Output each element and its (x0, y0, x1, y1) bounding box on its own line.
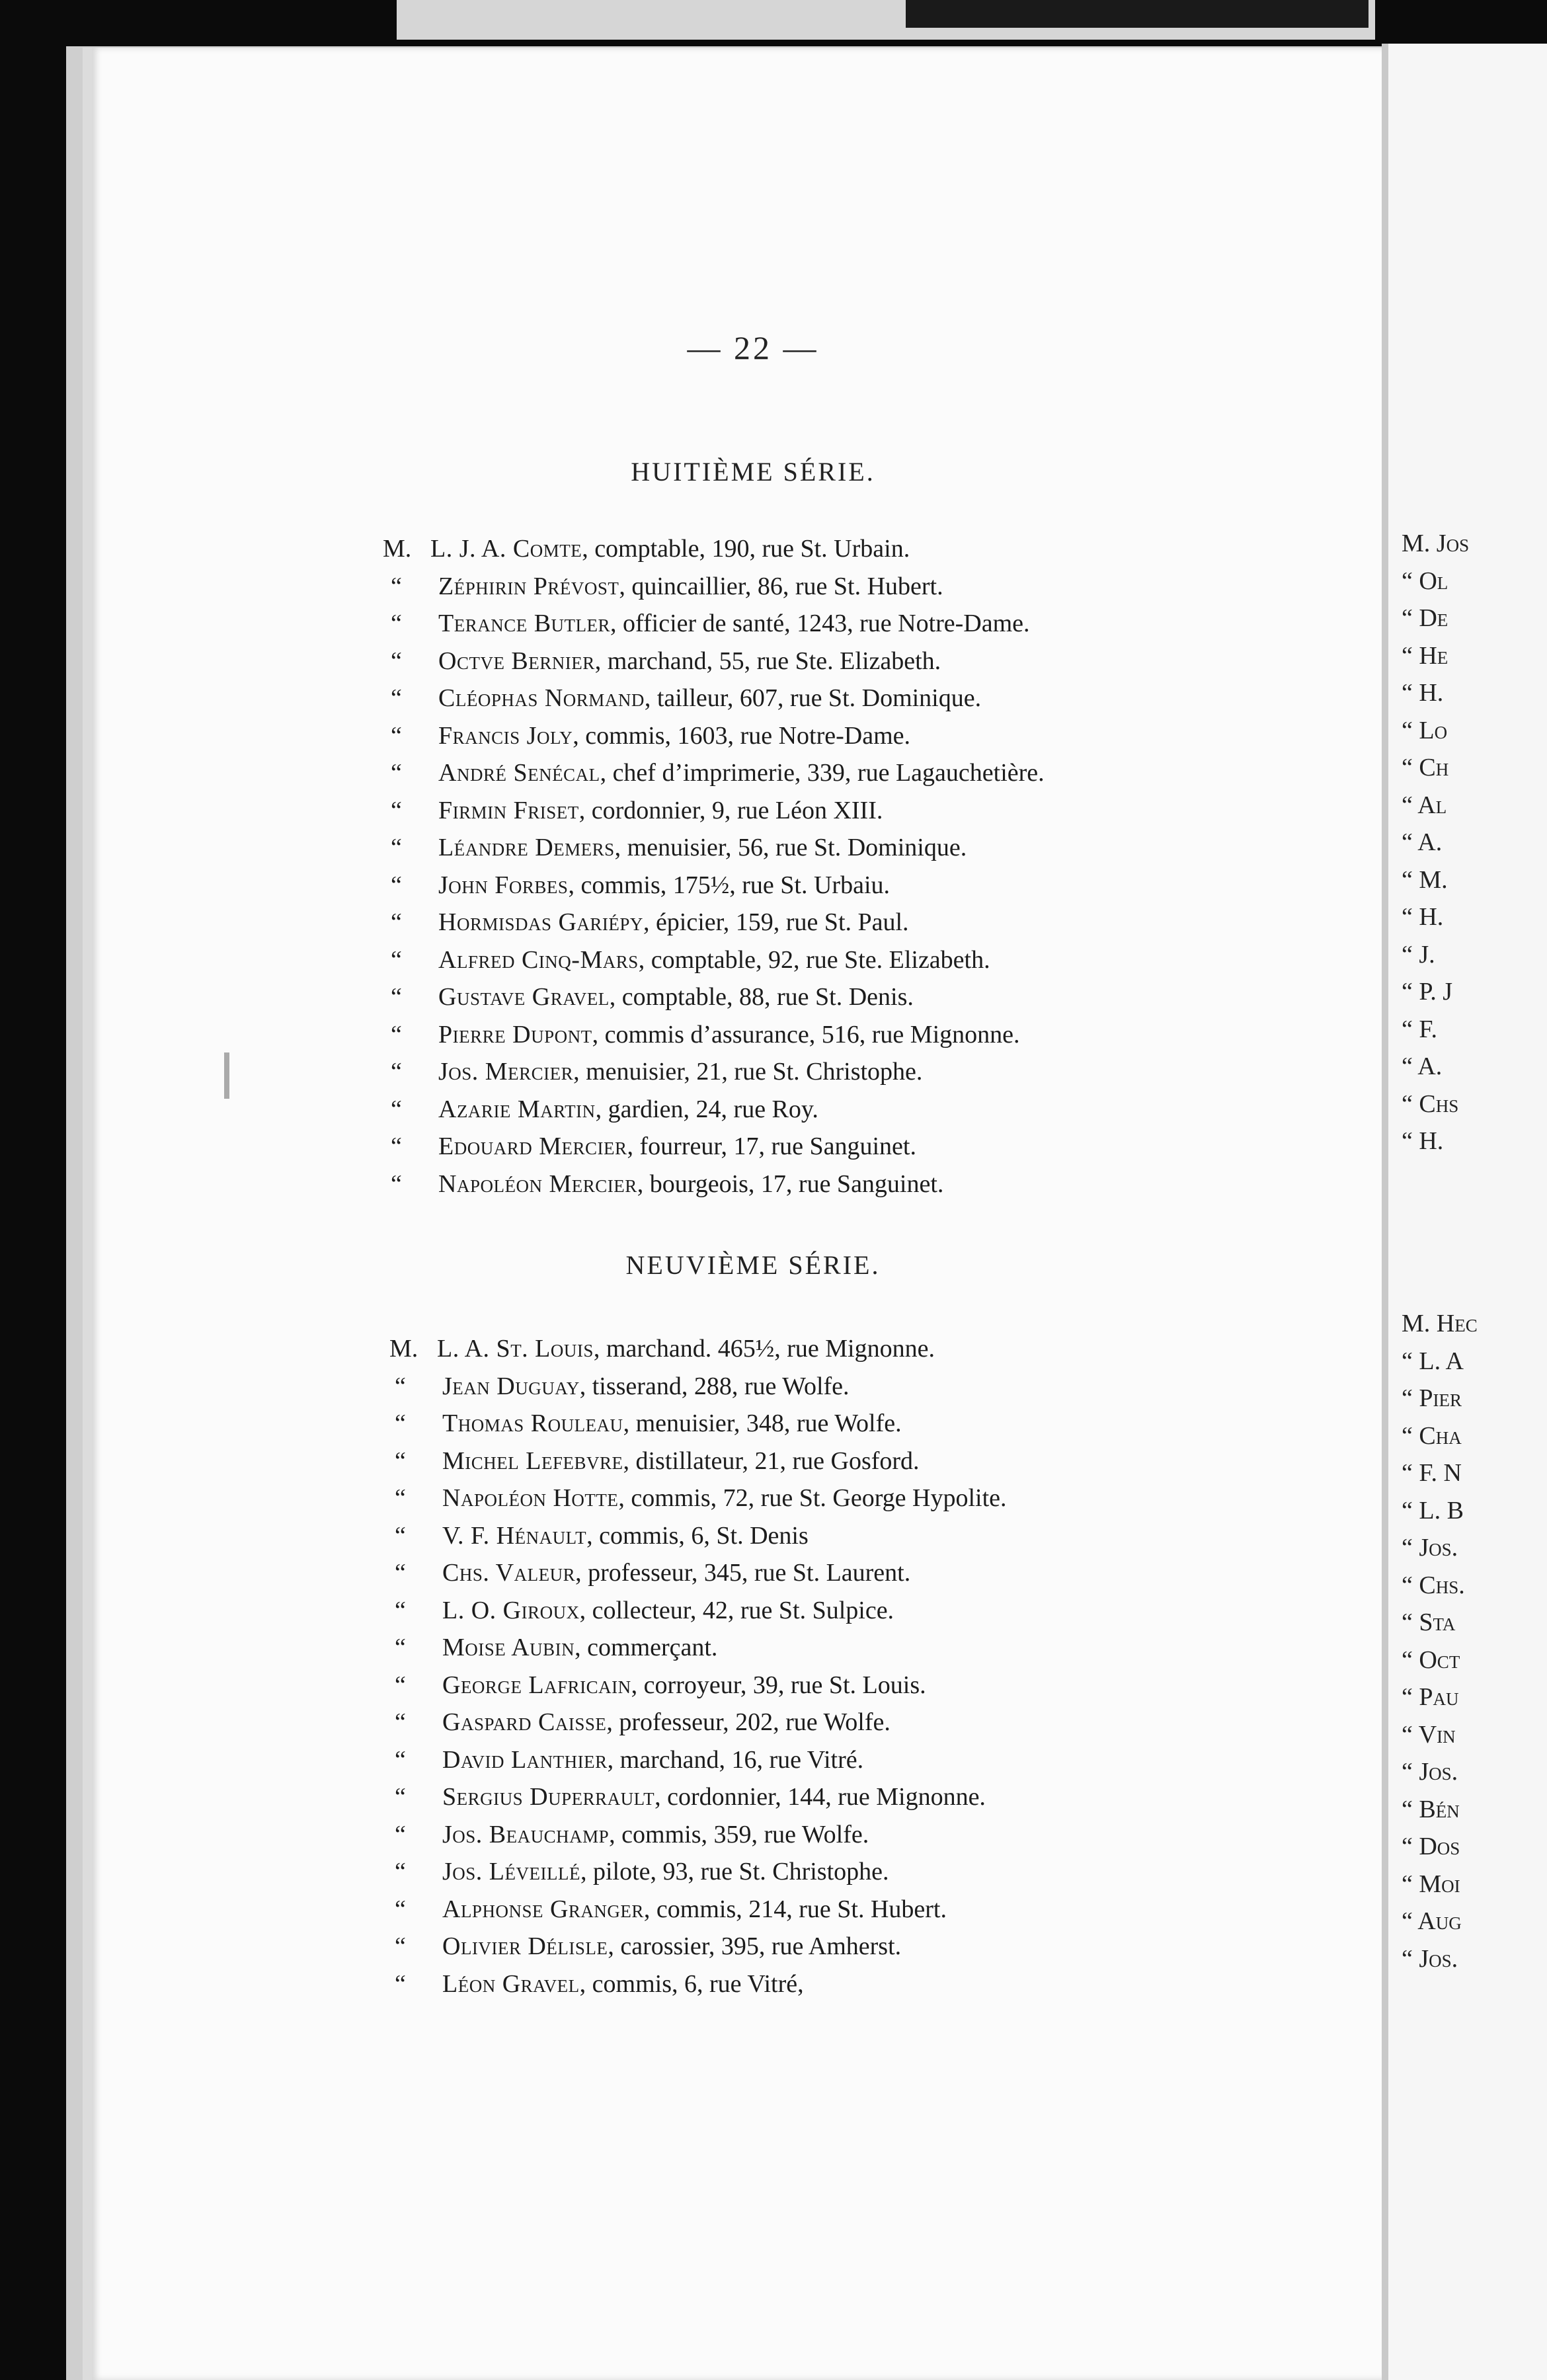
list-item (92, 867, 1414, 904)
entry-name: L. O. Giroux (442, 1596, 580, 1624)
entry-name: Jean Duguay (442, 1372, 580, 1400)
list-item (92, 568, 1414, 606)
list-item (92, 1928, 1414, 1965)
entry-detail: , corroyeur, 39, rue St. Louis. (631, 1671, 926, 1699)
entry-detail: , commis, 359, rue Wolfe. (609, 1820, 869, 1848)
adjacent-page-fragment: “ H. (1402, 903, 1444, 931)
entry-prefix: “ (391, 1058, 402, 1086)
entry-detail: , marchand, 16, rue Vitré. (607, 1745, 864, 1774)
adjacent-page-fragment: “ Al (1402, 791, 1447, 819)
entry-name: L. J. A. Comte (430, 535, 582, 563)
entry-name: Jos. Léveillé (442, 1858, 580, 1885)
entry-prefix: “ (391, 834, 402, 861)
entry-detail: , quincaillier, 86, rue St. Hubert. (619, 572, 943, 600)
entry-name: Napoléon Hotte (442, 1484, 619, 1512)
entry-name: Hormisdas Gariépy (438, 908, 643, 936)
list-item (92, 1891, 1414, 1928)
adjacent-page (1382, 44, 1547, 2380)
adjacent-page-fragment: “ Vin (1402, 1720, 1456, 1749)
entry-name: André Senécal (438, 759, 600, 787)
list-item (92, 1480, 1414, 1517)
entry-prefix: M. (383, 535, 412, 563)
list-item (92, 1368, 1414, 1406)
entry-detail: , gardien, 24, rue Roy. (595, 1095, 818, 1123)
entry-detail: , officier de santé, 1243, rue Notre-Dame. (610, 610, 1030, 637)
entry-name: Gaspard Caisse (442, 1708, 607, 1736)
adjacent-page-fragment: “ Sta (1402, 1608, 1456, 1636)
entry-detail: , menuisier, 348, rue Wolfe. (623, 1409, 902, 1437)
list-item (92, 1667, 1414, 1704)
list-item (92, 941, 1414, 979)
entry-name: Olivier Délisle (442, 1932, 608, 1960)
book-page (83, 48, 1394, 2380)
entry-name: Alphonse Granger (442, 1895, 644, 1923)
adjacent-page-fragment: “ De (1402, 604, 1448, 632)
list-item (92, 754, 1414, 792)
entry-prefix: “ (391, 1170, 402, 1198)
entry-name: Michel Lefebvre (442, 1447, 623, 1475)
entry-name: Firmin Friset (438, 796, 579, 824)
adjacent-page-fragment: “ H. (1402, 679, 1444, 707)
list-item (92, 904, 1414, 941)
entry-name: Cléophas Normand (438, 684, 645, 712)
entry-name: Napoléon Mercier (438, 1170, 637, 1198)
entry-name: Pierre Dupont (438, 1020, 592, 1049)
entry-prefix: “ (395, 1969, 406, 1998)
entry-detail: , menuisier, 21, rue St. Christophe. (573, 1058, 923, 1086)
entry-name: Gustave Gravel (438, 983, 610, 1011)
adjacent-page-fragment: “ J. (1402, 940, 1435, 969)
entry-prefix: “ (395, 1521, 406, 1550)
entry-detail: , collecteur, 42, rue St. Sulpice. (579, 1596, 894, 1624)
list-item (92, 717, 1414, 755)
list-item (92, 1741, 1414, 1779)
list-item (92, 1778, 1414, 1816)
entry-prefix: “ (391, 1020, 402, 1049)
entry-prefix: “ (395, 1634, 406, 1661)
list-item (92, 1091, 1414, 1129)
entry-name: Moise Aubin (442, 1634, 575, 1661)
member-list (92, 530, 1414, 1203)
entry-prefix: “ (395, 1932, 406, 1960)
adjacent-page-fragment: “ P. J (1402, 978, 1453, 1006)
adjacent-page-fragment: “ Jos. (1402, 1944, 1458, 1973)
entry-name: Thomas Rouleau (442, 1409, 623, 1437)
list-item (92, 680, 1414, 717)
adjacent-page-fragment: “ Ol (1402, 567, 1448, 595)
entry-detail: , commis d’assurance, 516, rue Mignonne. (592, 1020, 1020, 1049)
entry-prefix: “ (395, 1783, 406, 1811)
entry-prefix: “ (395, 1858, 406, 1885)
entry-detail: , cordonnier, 144, rue Mignonne. (654, 1783, 986, 1811)
entry-name: Chs. Valeur (442, 1559, 576, 1587)
entry-detail: , commis, 72, rue St. George Hypolite. (618, 1484, 1007, 1512)
list-item (92, 978, 1414, 1016)
adjacent-page-fragment: “ Chs (1402, 1090, 1459, 1118)
entry-prefix: “ (395, 1596, 406, 1624)
entry-detail: , bourgeois, 17, rue Sanguinet. (637, 1170, 944, 1198)
entry-prefix: “ (395, 1484, 406, 1512)
list-item (92, 643, 1414, 680)
adjacent-page-list (1402, 1305, 1478, 1977)
entry-prefix: “ (391, 721, 402, 750)
entry-prefix: “ (395, 1708, 406, 1736)
series-heading: NEUVIÈME SÉRIE. (625, 1250, 881, 1280)
entry-prefix: “ (391, 684, 402, 712)
entry-prefix: “ (395, 1559, 406, 1587)
adjacent-page-fragment: “ He (1402, 641, 1448, 670)
adjacent-page-fragment: “ A. (1402, 828, 1443, 856)
entry-prefix: “ (395, 1671, 406, 1699)
list-item (92, 1853, 1414, 1891)
entry-prefix: “ (391, 610, 402, 637)
entry-name: John Forbes (438, 871, 569, 899)
adjacent-page-fragment: “ Ch (1402, 754, 1449, 781)
entry-prefix: “ (395, 1895, 406, 1923)
list-item (92, 1517, 1414, 1555)
adjacent-page-fragment: “ Lo (1402, 716, 1448, 744)
entry-detail: , épicier, 159, rue St. Paul. (643, 908, 909, 936)
adjacent-page-fragment: “ Jos. (1402, 1758, 1458, 1786)
adjacent-page-fragment: “ Aug (1402, 1907, 1462, 1935)
entry-detail: , marchand, 55, rue Ste. Elizabeth. (594, 647, 941, 675)
entry-detail: , cordonnier, 9, rue Léon XIII. (578, 796, 883, 824)
adjacent-page-fragment: “ Oct (1402, 1646, 1460, 1674)
entry-prefix: “ (395, 1409, 406, 1437)
list-item (92, 1166, 1414, 1203)
list-item (92, 1016, 1414, 1054)
list-item (92, 605, 1414, 643)
entry-detail: , commerçant. (575, 1634, 718, 1661)
page-number: — 22 — (687, 329, 819, 366)
list-item (92, 1128, 1414, 1166)
adjacent-page-fragment: M. Jos (1402, 530, 1470, 557)
adjacent-page-fragment: “ H. (1402, 1127, 1444, 1155)
entry-detail: , commis, 175½, rue St. Urbaiu. (568, 871, 891, 899)
list-item (92, 792, 1414, 830)
entry-prefix: “ (391, 871, 402, 899)
entry-name: Zéphirin Prévost (438, 572, 619, 600)
entry-prefix: “ (391, 983, 402, 1011)
adjacent-page-fragment: “ L. A (1402, 1347, 1464, 1375)
member-list (92, 1330, 1414, 2003)
list-item (92, 1053, 1414, 1091)
entry-detail: , marchand. 465½, rue Mignonne. (593, 1335, 935, 1363)
entry-detail: , tailleur, 607, rue St. Dominique. (644, 684, 982, 712)
entry-detail: , pilote, 93, rue St. Christophe. (580, 1858, 889, 1885)
entry-detail: , commis, 1603, rue Notre-Dame. (573, 721, 910, 750)
entry-name: L. A. St. Louis (437, 1335, 594, 1363)
adjacent-page-fragment: “ L. B (1402, 1496, 1464, 1525)
entry-name: Azarie Martin (438, 1095, 596, 1123)
entry-detail: , comptable, 92, rue Ste. Elizabeth. (638, 945, 990, 974)
entry-detail: , professeur, 202, rue Wolfe. (606, 1708, 891, 1736)
entry-name: Edouard Mercier (438, 1132, 627, 1160)
entry-name: Francis Joly (438, 721, 573, 750)
list-item (92, 1704, 1414, 1741)
entry-name: Octve Bernier (438, 647, 595, 675)
entry-prefix: “ (395, 1820, 406, 1848)
entry-detail: , carossier, 395, rue Amherst. (608, 1932, 902, 1960)
entry-prefix: “ (395, 1372, 406, 1400)
entry-detail: , chef d’imprimerie, 339, rue Lagauchetière. (600, 759, 1045, 787)
adjacent-page-fragment: “ Moi (1402, 1870, 1460, 1898)
series-heading: HUITIÈME SÉRIE. (631, 457, 875, 487)
entry-prefix: “ (391, 572, 402, 600)
adjacent-page-fragment: “ Pier (1402, 1384, 1462, 1412)
list-item (92, 1592, 1414, 1630)
adjacent-page-fragment: “ Bén (1402, 1795, 1460, 1823)
entry-name: Jos. Mercier (438, 1058, 574, 1086)
entry-detail: , commis, 214, rue St. Hubert. (643, 1895, 947, 1923)
entry-detail: , distillateur, 21, rue Gosford. (623, 1447, 920, 1475)
list-item (92, 1554, 1414, 1592)
adjacent-page-fragment: “ Pau (1402, 1683, 1459, 1711)
entry-prefix: “ (391, 1095, 402, 1123)
adjacent-page-fragment: “ Dos (1402, 1833, 1460, 1860)
entry-prefix: “ (391, 759, 402, 787)
entry-name: V. F. Hénault (442, 1521, 587, 1550)
entry-name: Sergius Duperrault (442, 1783, 655, 1811)
entry-detail: , fourreur, 17, rue Sanguinet. (627, 1132, 916, 1160)
entry-prefix: “ (391, 647, 402, 675)
entry-detail: , commis, 6, St. Denis (586, 1521, 809, 1550)
adjacent-page-fragment: “ F. (1402, 1015, 1437, 1043)
list-item (92, 1816, 1414, 1854)
entry-name: Léon Gravel (442, 1969, 580, 1998)
list-item (92, 1965, 1414, 2003)
list-item (92, 1629, 1414, 1667)
adjacent-page-fragment: “ A. (1402, 1052, 1443, 1080)
entry-name: Jos. Beauchamp (442, 1820, 610, 1848)
entry-prefix: “ (395, 1447, 406, 1475)
entry-name: Léandre Demers (438, 834, 615, 861)
entry-detail: , comptable, 88, rue St. Denis. (609, 983, 914, 1011)
entry-prefix: “ (391, 796, 402, 824)
entry-detail: , comptable, 190, rue St. Urbain. (582, 535, 910, 563)
entry-detail: , menuisier, 56, rue St. Dominique. (614, 834, 967, 861)
adjacent-page-list (1402, 525, 1469, 1160)
entry-name: George Lafricain (442, 1671, 631, 1699)
list-item (92, 1330, 1414, 1368)
entry-prefix: “ (391, 945, 402, 974)
adjacent-page-fragment: “ Jos. (1402, 1534, 1458, 1562)
adjacent-page-fragment: “ Cha (1402, 1421, 1462, 1450)
entry-prefix: “ (395, 1745, 406, 1774)
entry-name: Terance Butler (438, 610, 611, 637)
adjacent-page-fragment: “ F. N (1402, 1459, 1462, 1487)
scanner-background (906, 0, 1368, 28)
entry-detail: , commis, 6, rue Vitré, (579, 1969, 804, 1998)
entry-prefix: M. (389, 1335, 418, 1363)
list-item (92, 829, 1414, 867)
entry-name: David Lanthier (442, 1745, 608, 1774)
adjacent-page-fragment: “ Chs. (1402, 1571, 1465, 1599)
entry-prefix: “ (391, 1132, 402, 1160)
entry-name: Alfred Cinq-Mars (438, 945, 639, 974)
entry-detail: , professeur, 345, rue St. Laurent. (575, 1559, 911, 1587)
list-item (92, 1405, 1414, 1443)
list-item (92, 1443, 1414, 1480)
adjacent-page-fragment: “ M. (1402, 865, 1448, 894)
entry-prefix: “ (391, 908, 402, 936)
adjacent-page-fragment: M. Hec (1402, 1310, 1478, 1337)
list-item (92, 530, 1414, 568)
entry-detail: , tisserand, 288, rue Wolfe. (579, 1372, 850, 1400)
